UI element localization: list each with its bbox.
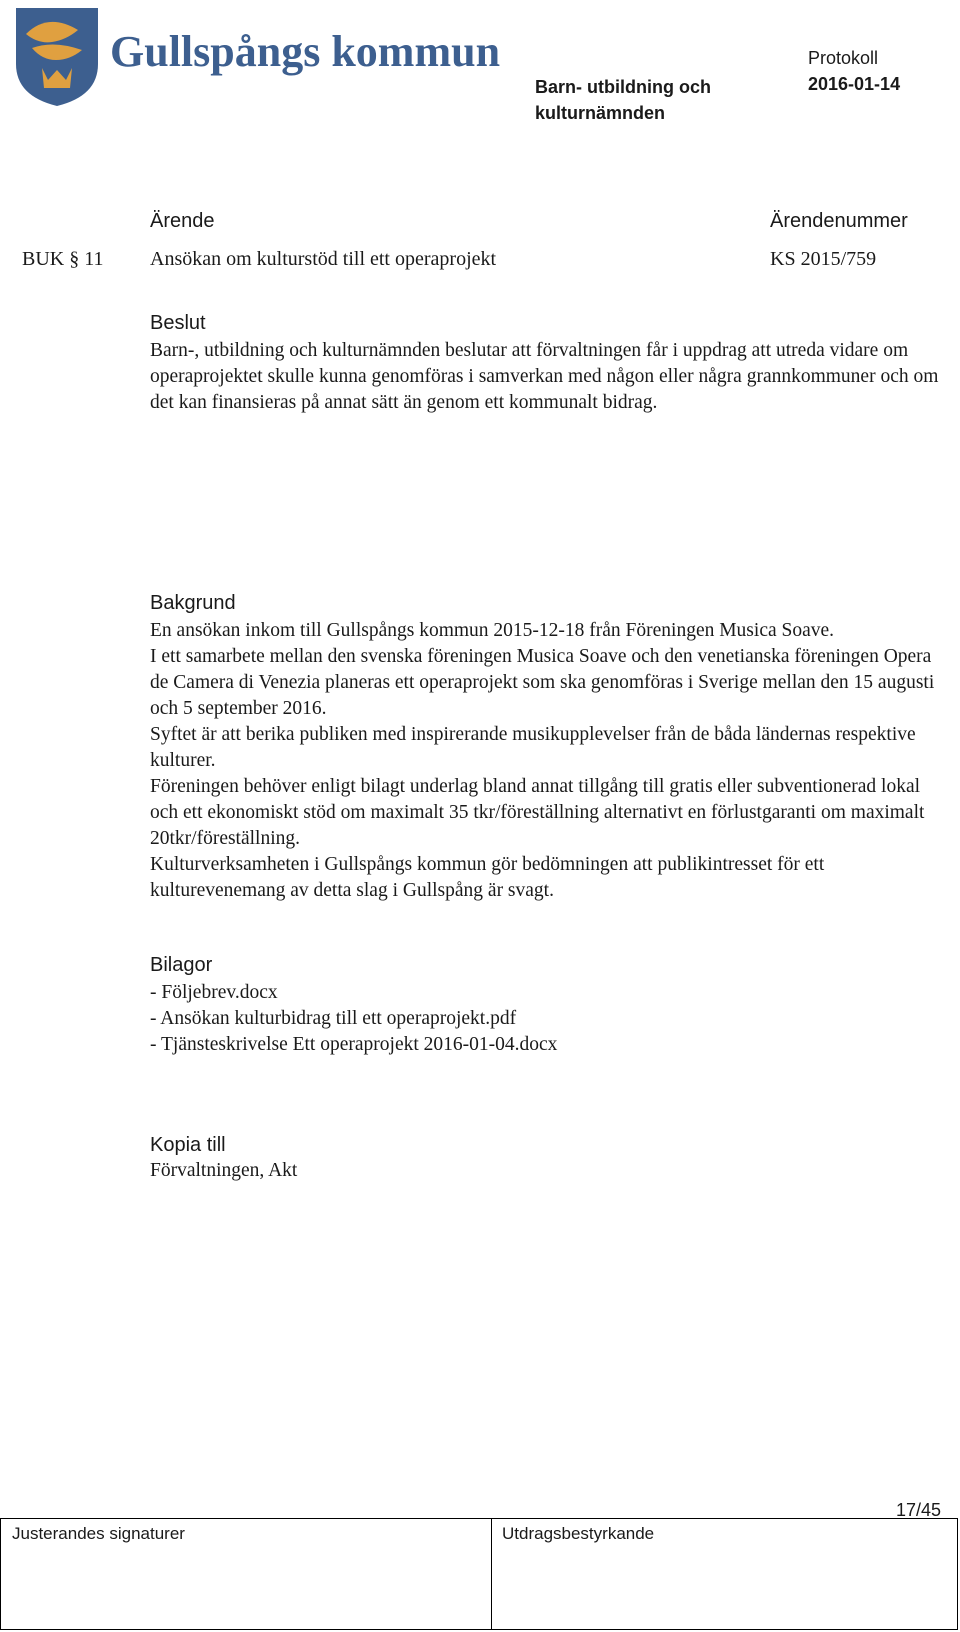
case-id: KS 2015/759 xyxy=(770,248,877,270)
municipality-logo-text: Gullspångs kommun xyxy=(110,27,501,76)
bakgrund-heading: Bakgrund xyxy=(150,592,236,614)
bakgrund-paragraph: Kulturverksamheten i Gullspångs kommun gör bedömningen att publikintresset för ett kulturevenemang av detta slag i Gullspång är svagt. xyxy=(150,854,825,901)
beslut-heading: Beslut xyxy=(150,312,206,334)
bilagor-heading: Bilagor xyxy=(150,954,213,976)
bakgrund-paragraph: En ansökan inkom till Gullspångs kommun 2015-12-18 från Föreningen Musica Soave. xyxy=(150,620,835,641)
case-title: Ansökan om kulturstöd till ett operaprojekt xyxy=(150,248,497,270)
signatures-label: Justerandes signaturer xyxy=(12,1524,185,1543)
attachment-list xyxy=(150,980,557,1058)
case-paragraph-number: BUK § 11 xyxy=(22,248,104,270)
column-heading-arende: Ärende xyxy=(150,210,215,232)
coat-of-arms-icon xyxy=(12,4,102,108)
bakgrund-paragraph: Föreningen behöver enligt bilagt underlag bland annat tillgång till gratis eller subventionerad lokal och ett ekonomiskt stöd om maximalt 35 tkr/föreställning alternativt en förlustgaranti om maximalt 20tkr/föreställning. xyxy=(150,776,925,849)
document-type: Protokoll xyxy=(808,48,879,68)
bakgrund-paragraph: I ett samarbete mellan den svenska föreningen Musica Soave och den venetianska föreningen Opera de Camera di Venezia planeras ett operaprojekt som ska genomföras i Sverige mellan den 15 augusti och 5 september 2016. xyxy=(150,646,935,719)
attachment-item: - Ansökan kulturbidrag till ett operaprojekt.pdf xyxy=(150,1008,517,1029)
bakgrund-text xyxy=(150,618,945,904)
page-number: 17/45 xyxy=(896,1500,942,1520)
kopia-recipients: Förvaltningen, Akt xyxy=(150,1160,298,1181)
column-heading-arendenummer: Ärendenummer xyxy=(770,210,908,232)
bakgrund-paragraph: Syftet är att berika publiken med inspirerande musikupplevelser från de båda ländernas respektive kulturer. xyxy=(150,724,916,771)
department-name xyxy=(535,74,711,126)
department-line-2: kulturnämnden xyxy=(535,103,666,123)
attachment-item: - Följebrev.docx xyxy=(150,982,278,1003)
department-line-1: Barn- utbildning och xyxy=(535,77,711,97)
document-date: 2016-01-14 xyxy=(808,74,901,94)
utdrag-label: Utdragsbestyrkande xyxy=(502,1524,655,1543)
attachment-item: - Tjänsteskrivelse Ett operaprojekt 2016-01-04.docx xyxy=(150,1034,558,1055)
kopia-heading: Kopia till xyxy=(150,1134,226,1156)
signature-box-divider xyxy=(491,1518,492,1630)
beslut-text: Barn-, utbildning och kulturnämnden beslutar att förvaltningen får i uppdrag att utreda vidare om operaprojektet skulle kunna genomföras i samverkan med någon eller några grannkommuner och om det kan finansieras på annat sätt än genom ett kommunalt bidrag. xyxy=(150,340,939,413)
